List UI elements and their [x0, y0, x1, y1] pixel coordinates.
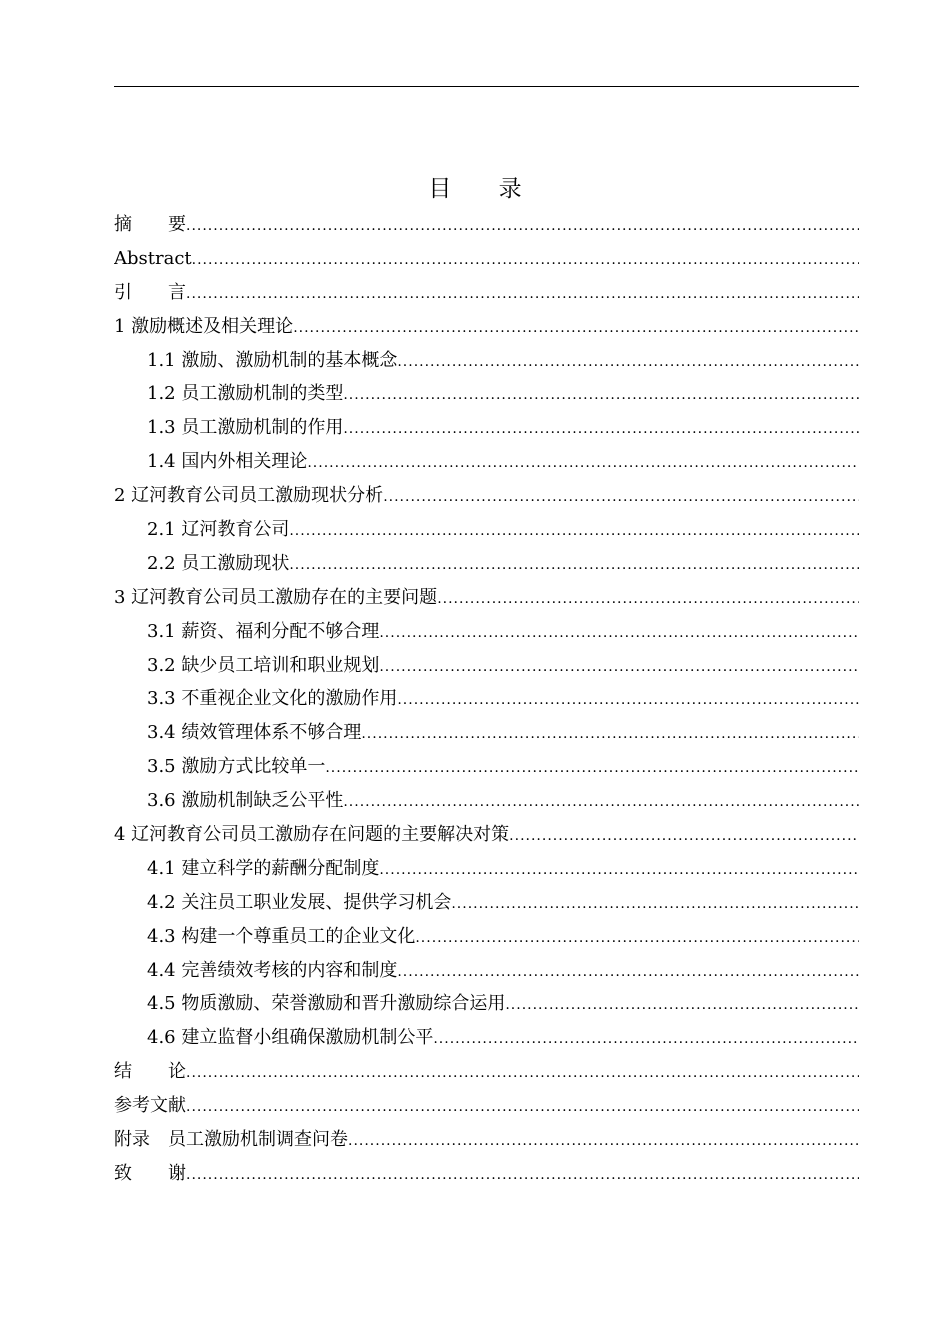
toc-dot-leader	[433, 1023, 859, 1055]
toc-entry[interactable]	[114, 784, 859, 818]
toc-entry-label: 3.6 激励机制缺乏公平性	[147, 790, 344, 812]
toc-dot-leader	[348, 1125, 859, 1157]
toc-entry-label: 1 激励概述及相关理论	[114, 315, 294, 337]
toc-entry[interactable]	[114, 818, 859, 852]
toc-entry[interactable]	[114, 208, 859, 242]
toc-entry-label: 1.4 国内外相关理论	[147, 451, 308, 473]
toc-dot-leader	[451, 888, 859, 920]
toc-dot-leader	[186, 278, 859, 310]
toc-dot-leader	[192, 244, 859, 276]
toc-dot-leader	[289, 515, 859, 547]
toc-entry[interactable]	[114, 411, 859, 445]
toc-entry-label: 1.3 员工激励机制的作用	[147, 417, 344, 439]
toc-dot-leader	[383, 481, 859, 513]
toc-entry[interactable]	[114, 242, 859, 276]
toc-dot-leader	[509, 820, 859, 852]
toc-entry[interactable]	[114, 615, 859, 649]
toc-entry[interactable]	[114, 987, 859, 1021]
toc-entry-label: 结 论	[114, 1061, 186, 1083]
toc-entry-label: 附录 员工激励机制调查问卷	[114, 1129, 348, 1151]
toc-entry-label: 2.2 员工激励现状	[147, 552, 290, 574]
toc-dot-leader	[379, 854, 859, 886]
toc-entry[interactable]	[114, 344, 859, 378]
toc-entry-label: 4.2 关注员工职业发展、提供学习机会	[147, 891, 452, 913]
table-of-contents	[114, 208, 859, 1191]
toc-entry[interactable]	[114, 682, 859, 716]
toc-dot-leader	[505, 989, 859, 1021]
toc-entry-label: 4.4 完善绩效考核的内容和制度	[147, 959, 398, 981]
toc-entry[interactable]	[114, 377, 859, 411]
toc-dot-leader	[379, 651, 859, 683]
toc-entry[interactable]	[114, 1089, 859, 1123]
toc-dot-leader	[325, 752, 859, 784]
toc-entry[interactable]	[114, 276, 859, 310]
toc-entry-label: 3.1 薪资、福利分配不够合理	[147, 620, 380, 642]
toc-dot-leader	[186, 1159, 859, 1191]
toc-dot-leader	[437, 583, 859, 615]
toc-entry-label: 4.1 建立科学的薪酬分配制度	[147, 857, 380, 879]
toc-entry[interactable]	[114, 920, 859, 954]
toc-dot-leader	[397, 684, 859, 716]
toc-entry[interactable]	[114, 479, 859, 513]
toc-entry-label: 4.3 构建一个尊重员工的企业文化	[147, 925, 416, 947]
toc-entry[interactable]	[114, 547, 859, 581]
toc-entry[interactable]	[114, 1123, 859, 1157]
header-rule	[114, 86, 859, 87]
toc-dot-leader	[343, 379, 859, 411]
toc-dot-leader	[186, 210, 859, 242]
toc-dot-leader	[415, 922, 859, 954]
toc-entry[interactable]	[114, 1055, 859, 1089]
toc-entry[interactable]	[114, 852, 859, 886]
toc-entry-label: 3 辽河教育公司员工激励存在的主要问题	[114, 586, 438, 608]
toc-entry[interactable]	[114, 581, 859, 615]
toc-dot-leader	[397, 956, 859, 988]
toc-entry-label: 1.2 员工激励机制的类型	[147, 383, 344, 405]
toc-entry[interactable]	[114, 1157, 859, 1191]
toc-entry[interactable]	[114, 954, 859, 988]
toc-entry-label: 2 辽河教育公司员工激励现状分析	[114, 485, 384, 507]
toc-dot-leader	[186, 1091, 859, 1123]
toc-entry-label: 引 言	[114, 281, 186, 303]
toc-dot-leader	[343, 413, 859, 445]
toc-dot-leader	[293, 312, 859, 344]
toc-entry-label: 摘 要	[114, 214, 186, 235]
toc-dot-leader	[361, 718, 859, 750]
toc-entry[interactable]	[114, 310, 859, 344]
toc-entry[interactable]	[114, 716, 859, 750]
toc-entry-label: 3.5 激励方式比较单一	[147, 756, 326, 778]
toc-entry-label: Abstract	[114, 247, 192, 269]
toc-entry-label: 参考文献	[114, 1095, 186, 1117]
toc-entry[interactable]	[114, 445, 859, 479]
toc-entry[interactable]	[114, 649, 859, 683]
toc-entry-label: 4 辽河教育公司员工激励存在问题的主要解决对策	[114, 824, 510, 846]
toc-dot-leader	[186, 1057, 859, 1089]
toc-entry-label: 4.6 建立监督小组确保激励机制公平	[147, 1027, 434, 1049]
toc-entry-label: 3.3 不重视企业文化的激励作用	[147, 688, 398, 710]
page-title: 目 录	[428, 176, 542, 202]
toc-entry[interactable]	[114, 513, 859, 547]
toc-dot-leader	[289, 549, 859, 581]
toc-dot-leader	[397, 346, 859, 378]
toc-entry-label: 4.5 物质激励、荣誉激励和晋升激励综合运用	[147, 993, 506, 1015]
toc-dot-leader	[379, 617, 859, 649]
toc-entry-label: 2.1 辽河教育公司	[147, 519, 290, 541]
toc-entry-label: 1.1 激励、激励机制的基本概念	[147, 349, 398, 371]
toc-entry-label: 3.2 缺少员工培训和职业规划	[147, 654, 380, 676]
toc-entry[interactable]	[114, 1021, 859, 1055]
toc-dot-leader	[307, 447, 859, 479]
toc-entry[interactable]	[114, 750, 859, 784]
toc-entry-label: 致 谢	[114, 1162, 186, 1184]
toc-entry-label: 3.4 绩效管理体系不够合理	[147, 722, 362, 744]
toc-dot-leader	[343, 786, 859, 818]
toc-entry[interactable]	[114, 886, 859, 920]
